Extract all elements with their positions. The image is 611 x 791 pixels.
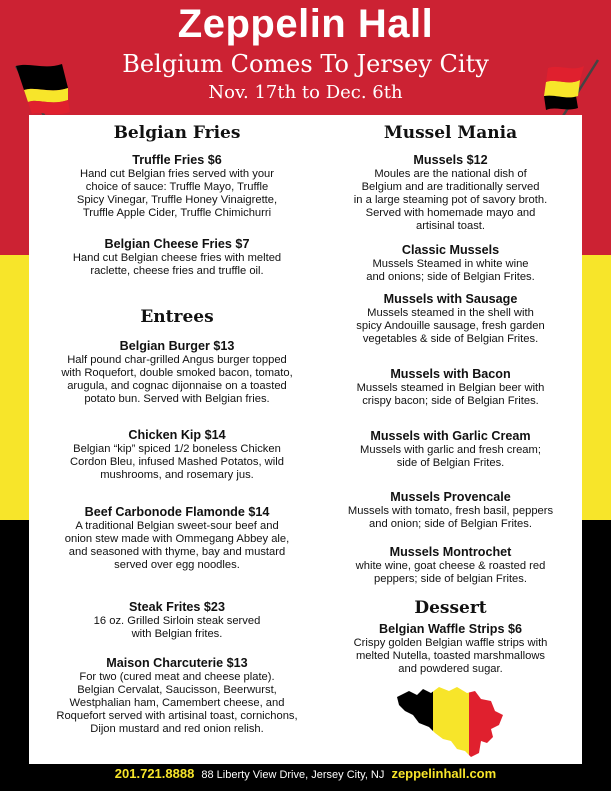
menu-item	[319, 545, 582, 586]
menu-item-name: Steak Frites $23	[129, 600, 225, 614]
footer	[0, 766, 611, 781]
menu-item-description: Mussels with tomato, fresh basil, peppers and onion; side of Belgian Frites.	[347, 505, 554, 530]
belgium-map-icon	[395, 683, 507, 759]
menu-item-description: A traditional Belgian sweet-sour beef and onion stew made with Ommegang Abbey ale, and seasoned with thyme, bay and mustard served over egg noodles.	[64, 520, 290, 571]
menu-item-name: Maison Charcuterie $13	[106, 656, 248, 670]
menu-item-description: Half pound char-grilled Angus burger topped with Roquefort, double smoked bacon, tomato, arugula, and cognac dijonnaise on a toasted potato bun. Served with Belgian fries.	[61, 354, 293, 405]
section-heading-entrees: Entrees	[140, 307, 214, 327]
menu-item	[29, 600, 325, 641]
menu-item-name: Mussels with Garlic Cream	[370, 429, 531, 443]
menu-item-name: Chicken Kip $14	[128, 428, 226, 442]
menu-item-name: Classic Mussels	[401, 243, 500, 257]
menu-item-name: Truffle Fries $6	[132, 153, 222, 167]
menu-item-name: Mussels with Sausage	[383, 292, 518, 306]
event-dates: Nov. 17th to Dec. 6th	[208, 82, 403, 103]
menu-item	[319, 243, 582, 284]
menu-item-description: Belgian “kip” spiced 1/2 boneless Chicken Cordon Bleu, infused Mashed Potatos, wild mushrooms, and rosemary jus.	[70, 443, 284, 481]
menu-item-description: Moules are the national dish of Belgium and are traditionally served in a large steaming pot of savory broth. Served with homemade mayo and artisinal toast.	[353, 168, 548, 232]
menu-item-name: Beef Carbonode Flamonde $14	[84, 505, 270, 519]
menu-item-description: Mussels steamed in the shell with spicy Andouille sausage, fresh garden vegetables & side of Belgian Frites.	[356, 307, 545, 345]
menu-item	[29, 153, 325, 220]
menu-item-name: Belgian Cheese Fries $7	[104, 237, 250, 251]
menu-item	[29, 339, 325, 406]
menu-item-name: Mussels Provencale	[390, 490, 511, 504]
menu-item	[319, 292, 582, 346]
menu-item-name: Mussels $12	[413, 153, 488, 167]
menu-item-description: Hand cut Belgian cheese fries with melted raclette, cheese fries and truffle oil.	[72, 252, 282, 277]
section-heading-belgian-fries: Belgian Fries	[113, 123, 241, 143]
menu-item-description: white wine, goat cheese & roasted red peppers; side of belgian Frites.	[355, 560, 546, 585]
menu-item-name: Belgian Burger $13	[119, 339, 235, 353]
website-link[interactable]: zeppelinhall.com	[391, 766, 497, 781]
menu-item	[29, 505, 325, 572]
menu-item-name: Mussels with Bacon	[390, 367, 511, 381]
menu-item	[29, 237, 325, 278]
phone-number[interactable]: 201.721.8888	[114, 766, 195, 781]
menu-item	[319, 622, 582, 676]
menu-item-description: For two (cured meat and cheese plate). Belgian Cervalat, Saucisson, Beerwurst, Westphalian ham, Camembert cheese, and Roquefort served with artisinal toast, cornichons, Dijon mustard and red onion relish.	[56, 671, 298, 735]
page-subtitle: Belgium Comes To Jersey City	[122, 50, 489, 78]
menu-item-description: Mussels steamed in Belgian beer with crispy bacon; side of Belgian Frites.	[356, 382, 545, 407]
menu-item-name: Mussels Montrochet	[389, 545, 512, 559]
menu-item	[29, 428, 325, 482]
section-heading-mussel-mania: Mussel Mania	[383, 123, 518, 143]
menu-item	[319, 367, 582, 408]
menu-panel	[29, 115, 582, 764]
menu-item-description: Hand cut Belgian fries served with your choice of sauce: Truffle Mayo, Truffle Spicy Vinegar, Truffle Honey Vinaigrette, Truffle Apple Cider, Truffle Chimichurri	[76, 168, 278, 219]
menu-item	[319, 490, 582, 531]
page-title: Zeppelin Hall	[177, 2, 434, 46]
menu-item	[29, 656, 325, 736]
address: 88 Liberty View Drive, Jersey City, NJ	[201, 769, 385, 781]
menu-item-description: 16 oz. Grilled Sirloin steak served with Belgian frites.	[93, 615, 261, 640]
menu-item-description: Mussels with garlic and fresh cream; side of Belgian Frites.	[360, 444, 541, 469]
menu-item-name: Belgian Waffle Strips $6	[379, 622, 522, 636]
section-heading-dessert: Dessert	[414, 598, 487, 618]
menu-item-description: Mussels Steamed in white wine and onions; side of Belgian Frites.	[366, 258, 535, 283]
menu-item	[319, 153, 582, 233]
menu-item-description: Crispy golden Belgian waffle strips with melted Nutella, toasted marshmallows and powdered sugar.	[353, 637, 548, 675]
menu-item	[319, 429, 582, 470]
